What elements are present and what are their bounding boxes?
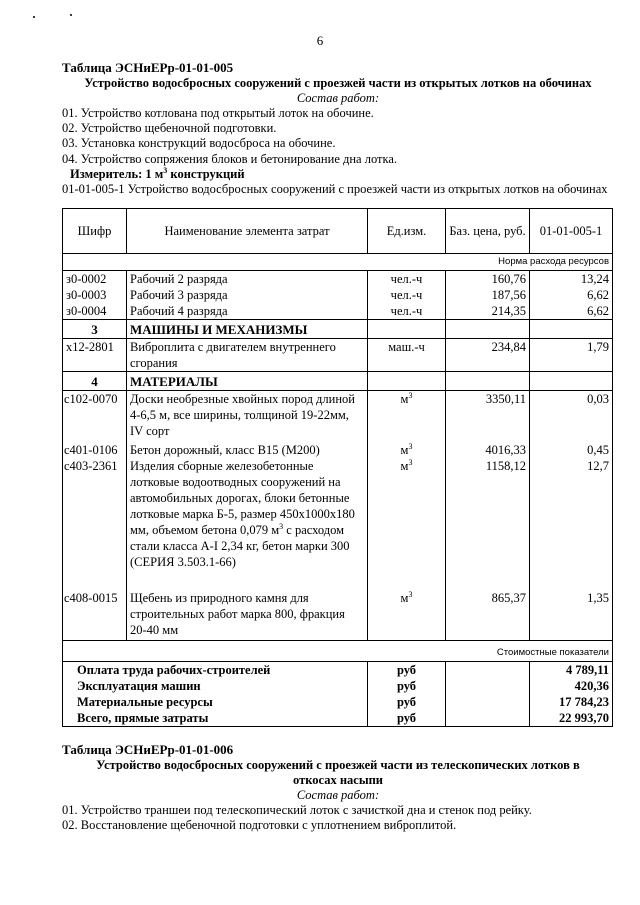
table-subtitle: Устройство водосбросных сооружений с проезжей части из открытых лотков на обочинах bbox=[84, 76, 592, 90]
col-header-price: Баз. цена, руб. bbox=[446, 209, 530, 254]
composition-label: Состав работ: bbox=[296, 91, 380, 105]
cost-label: Стоимостные показатели bbox=[63, 641, 613, 662]
summary-row: Оплата труда рабочих-строителей руб 4 789,11 bbox=[63, 662, 613, 679]
work-item: 01. Устройство траншеи под телескопический лоток с зачисткой дна и стенок под рейку. bbox=[62, 803, 532, 817]
page-number: 6 bbox=[316, 33, 324, 48]
table1-header bbox=[62, 60, 614, 196]
table-row: з0-0003 Рабочий 3 разряда чел.-ч 187,56 6,62 bbox=[63, 287, 613, 303]
col-header-norm: 01-01-005-1 bbox=[530, 209, 613, 254]
scan-speck bbox=[33, 16, 35, 18]
measure-unit: Измеритель: 1 $м^3$ конструкций bbox=[70, 165, 245, 181]
table-row: с401-0106 Бетон дорожный, класс В15 (М200) $м^3$ 4016,33 0,45 bbox=[63, 442, 613, 458]
work-item: 02. Устройство щебеночной подготовки. bbox=[62, 121, 277, 136]
code-line: 01-01-005-1 Устройство водосбросных сооружений с проезжей части из открытых лотков на обочинах bbox=[62, 181, 608, 196]
work-item: 03. Установка конструкций водосброса на обочине. bbox=[62, 136, 336, 151]
work-item: 04. Устройство сопряжения блоков и бетонирование дна лотка. bbox=[62, 151, 398, 166]
work-item: 01. Устройство котлована под открытый лоток на обочине. bbox=[62, 106, 374, 120]
table-title: Таблица ЭСНиЕРр-01-01-005 bbox=[62, 60, 234, 75]
table2-header bbox=[62, 742, 614, 833]
table-row: х12-2801 Виброплита с двигателем внутреннего сгорания маш.-ч 234,84 1,79 bbox=[63, 339, 613, 372]
col-header-unit: Ед.изм. bbox=[368, 209, 446, 254]
section-row: 3 МАШИНЫ И МЕХАНИЗМЫ bbox=[63, 320, 613, 339]
norm-label: Норма расхода ресурсов bbox=[63, 254, 613, 271]
table-subtitle: Устройство водосбросных сооружений с проезжей части из телескопических лотков в откосах насыпи bbox=[96, 758, 580, 787]
summary-row: Эксплуатация машин руб 420,36 bbox=[63, 678, 613, 694]
col-header-name: Наименование элемента затрат bbox=[127, 209, 368, 254]
work-item: 02. Восстановление щебеночной подготовки с уплотнением виброплитой. bbox=[62, 818, 457, 833]
table-row: з0-0004 Рабочий 4 разряда чел.-ч 214,35 6,62 bbox=[63, 303, 613, 320]
table-title: Таблица ЭСНиЕРр-01-01-006 bbox=[62, 742, 234, 757]
scan-speck bbox=[70, 14, 72, 16]
summary-row: Всего, прямые затраты руб 22 993,70 bbox=[63, 710, 613, 727]
composition-label: Состав работ: bbox=[296, 788, 380, 802]
table-row: з0-0002 Рабочий 2 разряда чел.-ч 160,76 13,24 bbox=[63, 271, 613, 288]
section-row: 4 МАТЕРИАЛЫ bbox=[63, 372, 613, 391]
col-header-code: Шифр bbox=[63, 209, 127, 254]
table-row: с403-2361 Изделия сборные железобетонные лотковые водоотводных сооружений на автомобильных дорогах, блоки бетонные лотковые марка Б-5, размер 450х1000х180 мм, объемом бетона 0,079 $м^3$ с расходом стали класса А-I 2,34 кг, бетон марки 300 (СЕРИЯ 3.503.1-66) $м^3$ 1158,12 12,7 bbox=[63, 458, 613, 590]
summary-row: Материальные ресурсы руб 17 784,23 bbox=[63, 694, 613, 710]
table-row: с408-0015 Щебень из природного камня для строительных работ марка 800, фракция 20-40 мм $м^3$ 865,37 1,35 bbox=[63, 590, 613, 641]
table-row: с102-0070 Доски необрезные хвойных пород длиной 4-6,5 м, все ширины, толщиной 19-22мм, IV сорт $м^3$ 3350,11 0,03 bbox=[63, 391, 613, 443]
resource-table bbox=[62, 208, 613, 727]
